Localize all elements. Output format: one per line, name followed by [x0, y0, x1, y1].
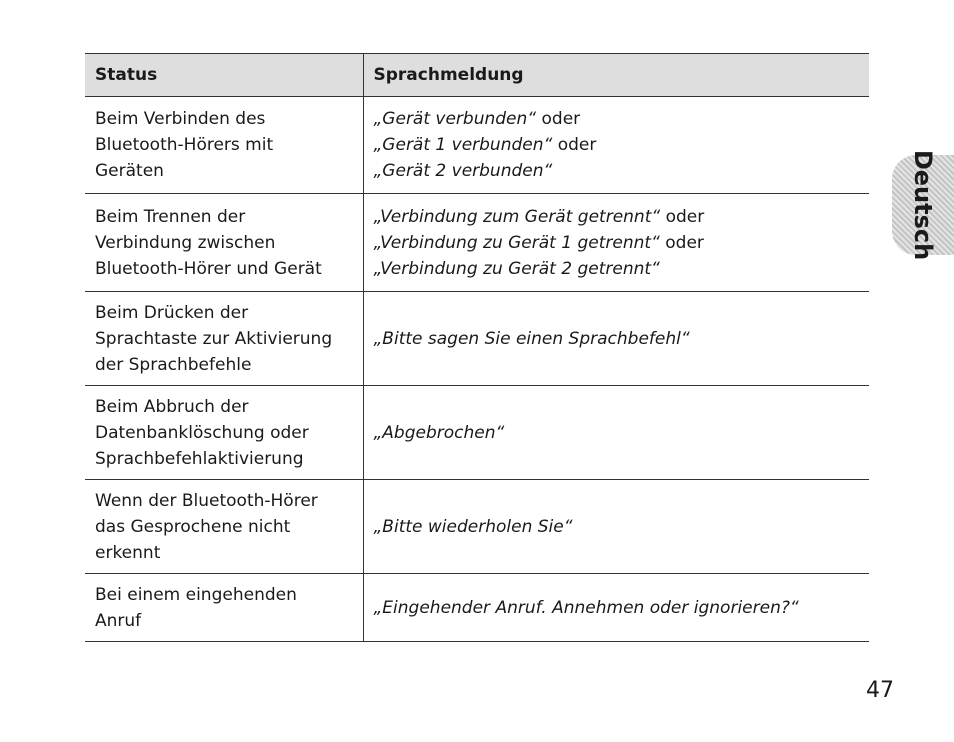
quote-text: „Gerät 1 verbunden“ [373, 135, 553, 155]
page-number: 47 [866, 678, 894, 703]
message-line [374, 595, 860, 621]
table-row [85, 574, 869, 642]
status-line: Sprachtaste zur Aktivierung [95, 328, 333, 349]
status-cell [85, 574, 363, 642]
status-line: Geräten [95, 161, 164, 181]
status-line: Datenbanklöschung oder [95, 422, 309, 443]
table-row [85, 194, 869, 292]
message-line [374, 106, 860, 132]
quote-text: „Verbindung zum Gerät getrennt“ [373, 206, 661, 227]
table-row [85, 386, 869, 480]
status-line: Anruf [95, 610, 142, 631]
message-line [374, 230, 860, 256]
connector-text: oder [536, 109, 581, 129]
connector-text: oder [552, 135, 597, 155]
message-line [374, 132, 860, 158]
message-cell [363, 194, 869, 292]
status-line: Beim Verbinden des [95, 109, 266, 129]
connector-text: oder [659, 232, 704, 253]
quote-text: „Verbindung zu Gerät 1 getrennt“ [373, 232, 660, 253]
message-cell [363, 386, 869, 480]
message-line [374, 256, 860, 282]
quote-text: „Gerät 2 verbunden“ [373, 161, 553, 181]
language-side-label-wrap [892, 149, 954, 261]
header-status: Status [85, 54, 363, 97]
message-line [374, 204, 860, 230]
table-row [85, 480, 869, 574]
table-row [85, 292, 869, 386]
status-line: Wenn der Bluetooth-Hörer [95, 490, 318, 511]
quote-text: „Verbindung zu Gerät 2 getrennt“ [373, 258, 660, 279]
status-line: Bei einem eingehenden [95, 584, 297, 605]
quote-text: „Abgebrochen“ [373, 422, 505, 443]
table-row [85, 97, 869, 194]
message-line [374, 514, 860, 540]
quote-text: „Gerät verbunden“ [373, 109, 537, 129]
message-cell [363, 574, 869, 642]
message-cell [363, 480, 869, 574]
message-cell [363, 292, 869, 386]
message-line [374, 158, 860, 184]
status-line: Sprachbefehlaktivierung [95, 448, 304, 469]
message-line [374, 326, 860, 352]
header-voice-message: Sprachmeldung [363, 54, 869, 97]
table-header-row [85, 54, 869, 97]
status-line: der Sprachbefehle [95, 354, 252, 375]
status-line: erkennt [95, 542, 161, 563]
quote-text: „Eingehender Anruf. Annehmen oder ignorieren?“ [373, 597, 799, 618]
status-line: das Gesprochene nicht [95, 516, 291, 537]
quote-text: „Bitte wiederholen Sie“ [373, 516, 573, 537]
message-cell [363, 97, 869, 194]
status-cell [85, 97, 363, 194]
connector-text: oder [660, 206, 705, 227]
status-line: Bluetooth-Hörer und Gerät [95, 258, 322, 279]
status-cell [85, 194, 363, 292]
status-cell [85, 386, 363, 480]
status-line: Bluetooth-Hörers mit [95, 135, 274, 155]
status-line: Beim Abbruch der [95, 396, 249, 417]
message-line [374, 420, 860, 446]
status-line: Beim Trennen der [95, 206, 246, 227]
language-side-label: Deutsch [909, 149, 938, 261]
status-line: Verbindung zwischen [95, 232, 276, 253]
status-line: Beim Drücken der [95, 302, 249, 323]
quote-text: „Bitte sagen Sie einen Sprachbefehl“ [373, 328, 690, 349]
voice-prompt-table [85, 53, 869, 642]
status-cell [85, 480, 363, 574]
status-cell [85, 292, 363, 386]
